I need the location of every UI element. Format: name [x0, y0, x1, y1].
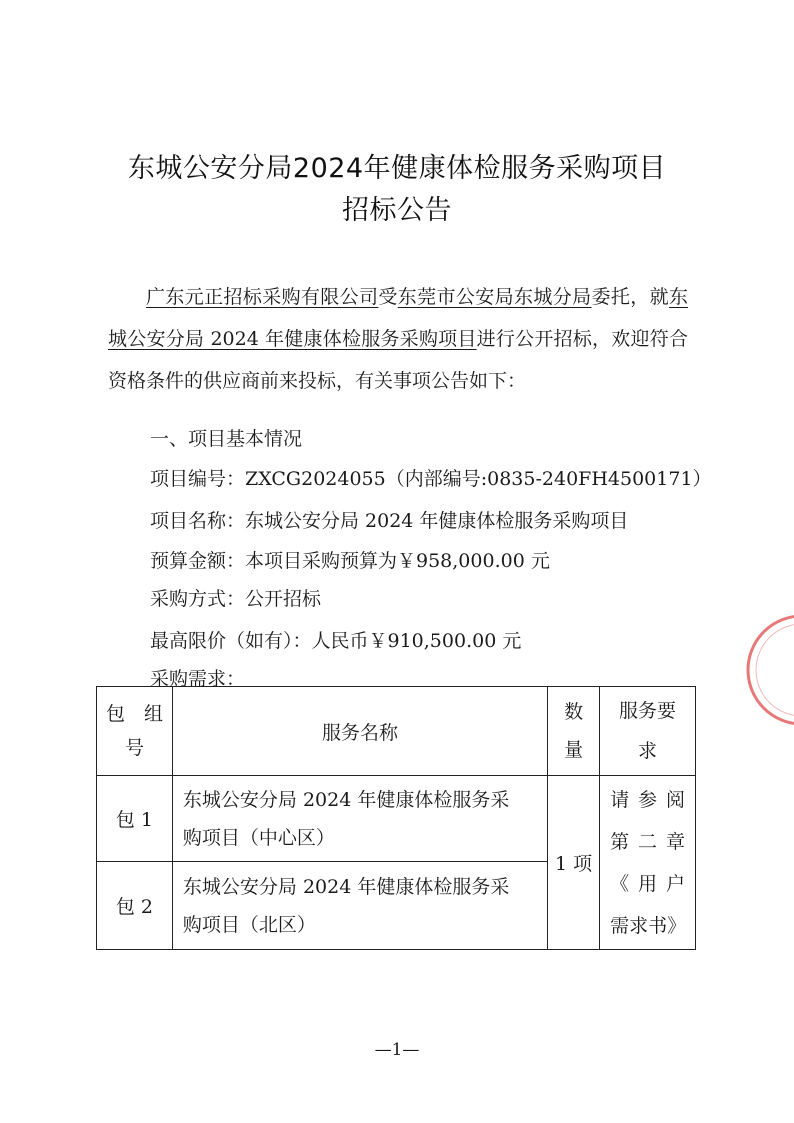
- header-service-name: 服务名称: [172, 687, 547, 776]
- requirement-line: 第二章: [610, 830, 685, 853]
- header-package: [97, 687, 173, 776]
- page-number: —1—: [374, 1040, 420, 1060]
- requirement-line: 需求书》: [610, 914, 687, 937]
- intro-text-1: 受: [378, 286, 398, 308]
- service-name-line2: 购项目（中心区）: [182, 826, 335, 849]
- requirement-line: 《用户: [610, 872, 685, 895]
- agency-name: 广东元正招标采购有限公司: [146, 286, 379, 308]
- header-requirement: [600, 687, 696, 776]
- project-name-inline: 东城公安分局 2024 年健康体检服务采购项目: [108, 286, 688, 350]
- quantity-cell: 1 项: [548, 776, 600, 950]
- max-price: 最高限价（如有）：人民币￥910,500.00 元: [150, 630, 522, 652]
- company-seal-edge: [742, 610, 794, 730]
- intro-text-3: 进行公开招标，欢迎符合资格条件的供应商前来投标，有关事项公告如下：: [108, 328, 688, 392]
- header-requirement-line1: 服务要: [619, 700, 677, 722]
- requirement-cell: [600, 776, 696, 950]
- service-name-line1: 东城公安分局 2024 年健康体检服务采: [182, 875, 510, 898]
- header-package-line1: 包 组: [105, 703, 163, 725]
- header-requirement-line2: 求: [638, 740, 658, 762]
- intro-paragraph: [108, 276, 688, 402]
- package-cell: 包 1: [97, 776, 173, 862]
- purchaser-name: 东莞市公安局东城分局: [397, 286, 592, 308]
- header-quantity-line2: 量: [564, 739, 584, 761]
- header-quantity: [548, 687, 600, 776]
- package-cell: 包 2: [97, 862, 173, 950]
- header-quantity-line1: 数: [564, 701, 584, 723]
- project-name: 项目名称：东城公安分局 2024 年健康体检服务采购项目: [150, 510, 629, 532]
- section-heading: 一、项目基本情况: [150, 428, 303, 450]
- intro-text-2: 委托，就: [591, 286, 669, 308]
- service-name-line2: 购项目（北区）: [182, 913, 316, 936]
- requirements-table: [96, 686, 696, 950]
- document-title-line2: 招标公告: [342, 195, 452, 226]
- budget: 预算金额：本项目采购预算为￥958,000.00 元: [150, 550, 550, 572]
- table-row: [97, 776, 696, 862]
- demand-label: 采购需求：: [150, 668, 246, 690]
- project-number: 项目编号：ZXCG2024055（内部编号:0835-240FH4500171）: [150, 468, 712, 490]
- document-title: 东城公安分局2024年健康体检服务采购项目: [127, 153, 667, 184]
- table-header-row: [97, 687, 696, 776]
- header-package-line2: 号: [124, 737, 144, 759]
- service-name-line1: 东城公安分局 2024 年健康体检服务采: [182, 788, 510, 811]
- service-name-cell: [172, 776, 547, 862]
- procurement-method: 采购方式：公开招标: [150, 588, 322, 610]
- requirement-line: 请参阅: [610, 788, 685, 811]
- service-name-cell: [172, 862, 547, 950]
